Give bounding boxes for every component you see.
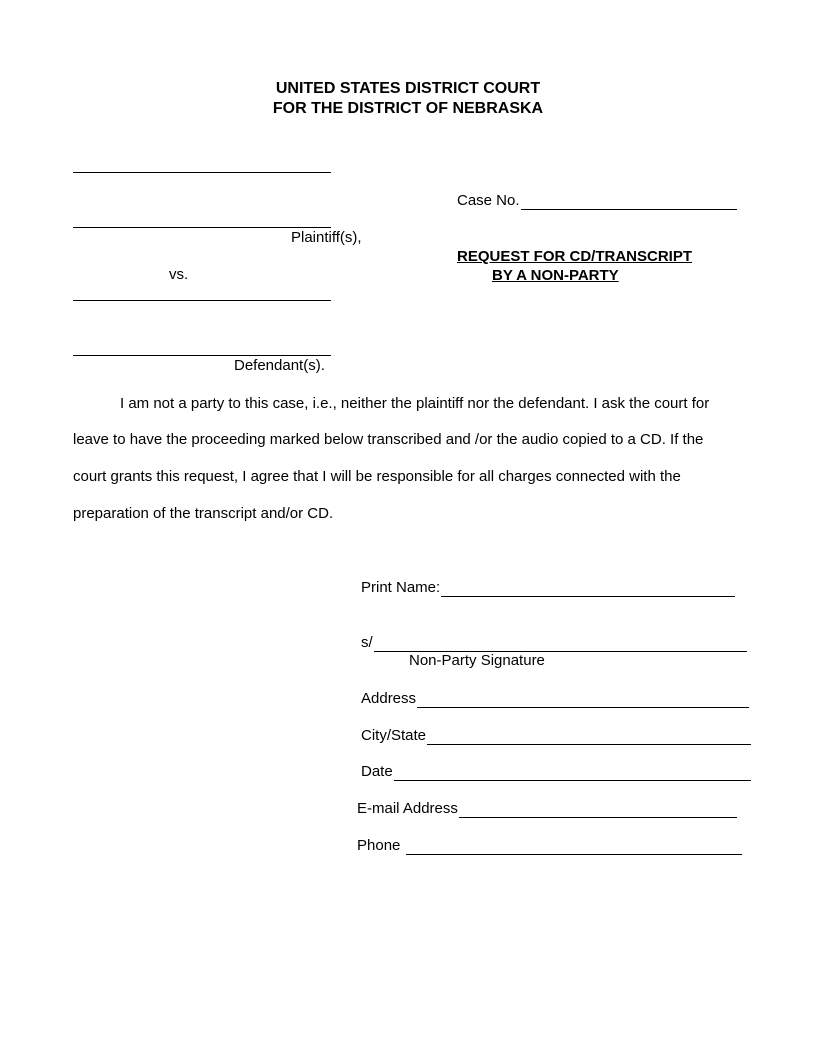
plaintiff-line-1[interactable] bbox=[73, 172, 331, 173]
address-label: Address bbox=[361, 690, 417, 707]
city-state-label: City/State bbox=[361, 727, 427, 744]
signature-field[interactable] bbox=[361, 632, 747, 652]
phone-label: Phone bbox=[357, 837, 401, 854]
email-field[interactable] bbox=[357, 798, 737, 818]
defendant-label: Defendant(s). bbox=[234, 357, 325, 374]
case-number-field[interactable] bbox=[457, 190, 737, 210]
print-name-field[interactable] bbox=[361, 577, 735, 597]
defendant-line-2[interactable] bbox=[73, 355, 331, 356]
address-blank[interactable] bbox=[417, 693, 749, 708]
city-state-blank[interactable] bbox=[427, 730, 751, 745]
city-state-field[interactable] bbox=[361, 725, 751, 745]
phone-field[interactable] bbox=[357, 835, 742, 855]
print-name-label: Print Name: bbox=[361, 579, 441, 596]
email-blank[interactable] bbox=[459, 803, 737, 818]
vs-label: vs. bbox=[169, 266, 189, 283]
signature-prefix: s/ bbox=[361, 634, 373, 651]
address-field[interactable] bbox=[361, 688, 749, 708]
court-name: UNITED STATES DISTRICT COURT bbox=[275, 80, 541, 97]
form-title-line-2: BY A NON-PARTY bbox=[492, 267, 619, 284]
print-name-blank[interactable] bbox=[441, 582, 735, 597]
plaintiff-label: Plaintiff(s), bbox=[291, 229, 362, 246]
date-label: Date bbox=[361, 763, 393, 780]
date-field[interactable] bbox=[361, 761, 751, 781]
body-line-1: I am not a party to this case, i.e., neither the plaintiff nor the defendant. I ask the court for bbox=[120, 395, 710, 412]
defendant-line-1[interactable] bbox=[73, 300, 331, 301]
body-line-4: preparation of the transcript and/or CD. bbox=[73, 505, 334, 522]
court-district: FOR THE DISTRICT OF NEBRASKA bbox=[272, 100, 544, 117]
plaintiff-line-2[interactable] bbox=[73, 227, 331, 228]
body-line-3: court grants this request, I agree that I will be responsible for all charges connected with the bbox=[73, 468, 681, 485]
case-number-label: Case No. bbox=[457, 192, 520, 209]
body-line-2: leave to have the proceeding marked below transcribed and /or the audio copied to a CD. If the bbox=[73, 431, 704, 448]
email-label: E-mail Address bbox=[357, 800, 458, 817]
signature-caption: Non-Party Signature bbox=[409, 652, 545, 669]
form-title-line-1: REQUEST FOR CD/TRANSCRIPT bbox=[457, 248, 693, 265]
signature-blank[interactable] bbox=[374, 637, 747, 652]
phone-blank[interactable] bbox=[406, 840, 742, 855]
date-blank[interactable] bbox=[394, 766, 751, 781]
case-number-blank[interactable] bbox=[521, 195, 737, 210]
